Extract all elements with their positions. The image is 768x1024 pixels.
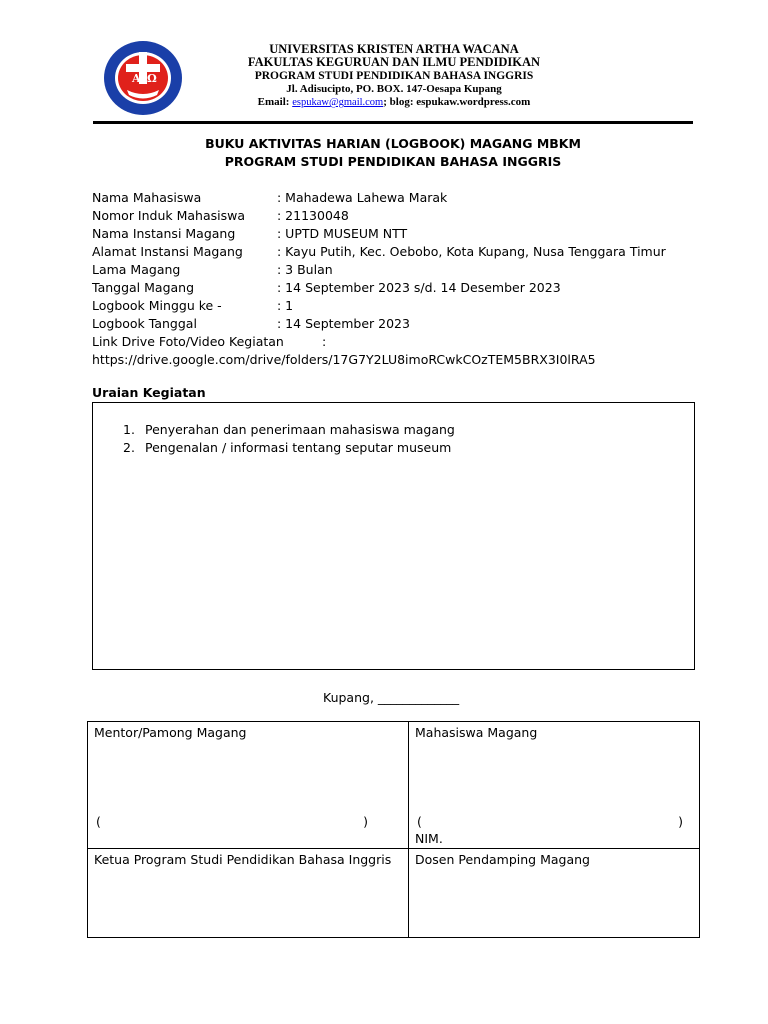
field-row [92, 207, 712, 225]
field-row [92, 243, 712, 261]
student-info [92, 189, 712, 369]
signature-line [96, 814, 368, 829]
mentor-cell [88, 722, 409, 849]
field-label: Logbook Tanggal [92, 316, 197, 331]
document-subtitle: PROGRAM STUDI PENDIDIKAN BAHASA INGGRIS [224, 154, 562, 169]
field-value: : Kayu Putih, Kec. Oebobo, Kota Kupang, Nusa Tenggara Timur [277, 244, 666, 259]
student-cell [409, 722, 700, 849]
document-title: BUKU AKTIVITAS HARIAN (LOGBOOK) MAGANG MBKM [205, 136, 581, 151]
item-number: 1. [123, 422, 135, 437]
email-link[interactable]: espukaw@gmail.com [292, 97, 384, 109]
supervisor-cell [409, 849, 700, 938]
paren-open: ( [96, 814, 101, 829]
mentor-label: Mentor/Pamong Magang [94, 725, 247, 740]
field-value: : 14 September 2023 s/d. 14 Desember 2023 [277, 280, 561, 295]
activity-heading: Uraian Kegiatan [92, 385, 206, 400]
place-date: Kupang, _____________ [323, 690, 460, 705]
faculty-name: FAKULTAS KEGURUAN DAN ILMU PENDIDIKAN [247, 55, 541, 70]
signature-table [87, 721, 700, 938]
activity-list [93, 403, 694, 457]
field-label: Logbook Minggu ke - [92, 298, 222, 313]
field-row [92, 189, 712, 207]
item-text: Pengenalan / informasi tentang seputar museum [145, 440, 452, 455]
field-row [92, 297, 712, 315]
field-label: Nama Instansi Magang [92, 226, 236, 241]
university-name: UNIVERSITAS KRISTEN ARTHA WACANA [269, 42, 519, 56]
drive-link[interactable]: https://drive.google.com/drive/folders/17G7Y2LU8imoRCwkCOzTEM5BRX3I0lRA5 [92, 352, 596, 367]
field-row [92, 261, 712, 279]
university-logo [103, 40, 183, 116]
program-name: PROGRAM STUDI PENDIDIKAN BAHASA INGGRIS [254, 69, 534, 82]
blog-text: ; blog: espukaw.wordpress.com [383, 96, 531, 109]
activity-box [92, 402, 695, 670]
field-row [92, 279, 712, 297]
paren-close: ) [678, 814, 683, 829]
field-value: : UPTD MUSEUM NTT [277, 226, 408, 241]
link-label: Link Drive Foto/Video Kegiatan [92, 334, 284, 349]
link-row [92, 333, 712, 351]
field-value: : 3 Bulan [277, 262, 333, 277]
field-value: : 14 September 2023 [277, 316, 410, 331]
field-label: Nama Mahasiswa [92, 190, 202, 205]
paren-close: ) [363, 814, 368, 829]
svg-text:A: A [132, 72, 141, 85]
field-label: Alamat Instansi Magang [92, 244, 243, 259]
link-colon: : [322, 334, 327, 349]
head-of-program-cell [88, 849, 409, 938]
field-label: Lama Magang [92, 262, 181, 277]
svg-text:Ω: Ω [147, 72, 157, 85]
list-item [123, 439, 694, 457]
student-label: Mahasiswa Magang [415, 725, 538, 740]
email-label: Email: [257, 96, 293, 109]
contact-line [200, 96, 588, 109]
item-number: 2. [123, 440, 135, 455]
nim-label: NIM. [415, 831, 443, 846]
letterhead [200, 43, 588, 109]
paren-open: ( [417, 814, 422, 829]
address: Jl. Adisucipto, PO. BOX. 147-Oesapa Kupang [286, 82, 502, 95]
field-value: : Mahadewa Lahewa Marak [277, 190, 448, 205]
header-divider [93, 121, 693, 124]
list-item [123, 421, 694, 439]
head-label: Ketua Program Studi Pendidikan Bahasa Inggris [94, 852, 392, 867]
field-row [92, 315, 712, 333]
field-label: Tanggal Magang [92, 280, 195, 295]
field-value: : 1 [277, 298, 294, 313]
item-text: Penyerahan dan penerimaan mahasiswa magang [145, 422, 455, 437]
field-row [92, 225, 712, 243]
field-label: Nomor Induk Mahasiswa [92, 208, 246, 223]
signature-line [417, 814, 683, 829]
supervisor-label: Dosen Pendamping Magang [415, 852, 590, 867]
field-value: : 21130048 [277, 208, 349, 223]
